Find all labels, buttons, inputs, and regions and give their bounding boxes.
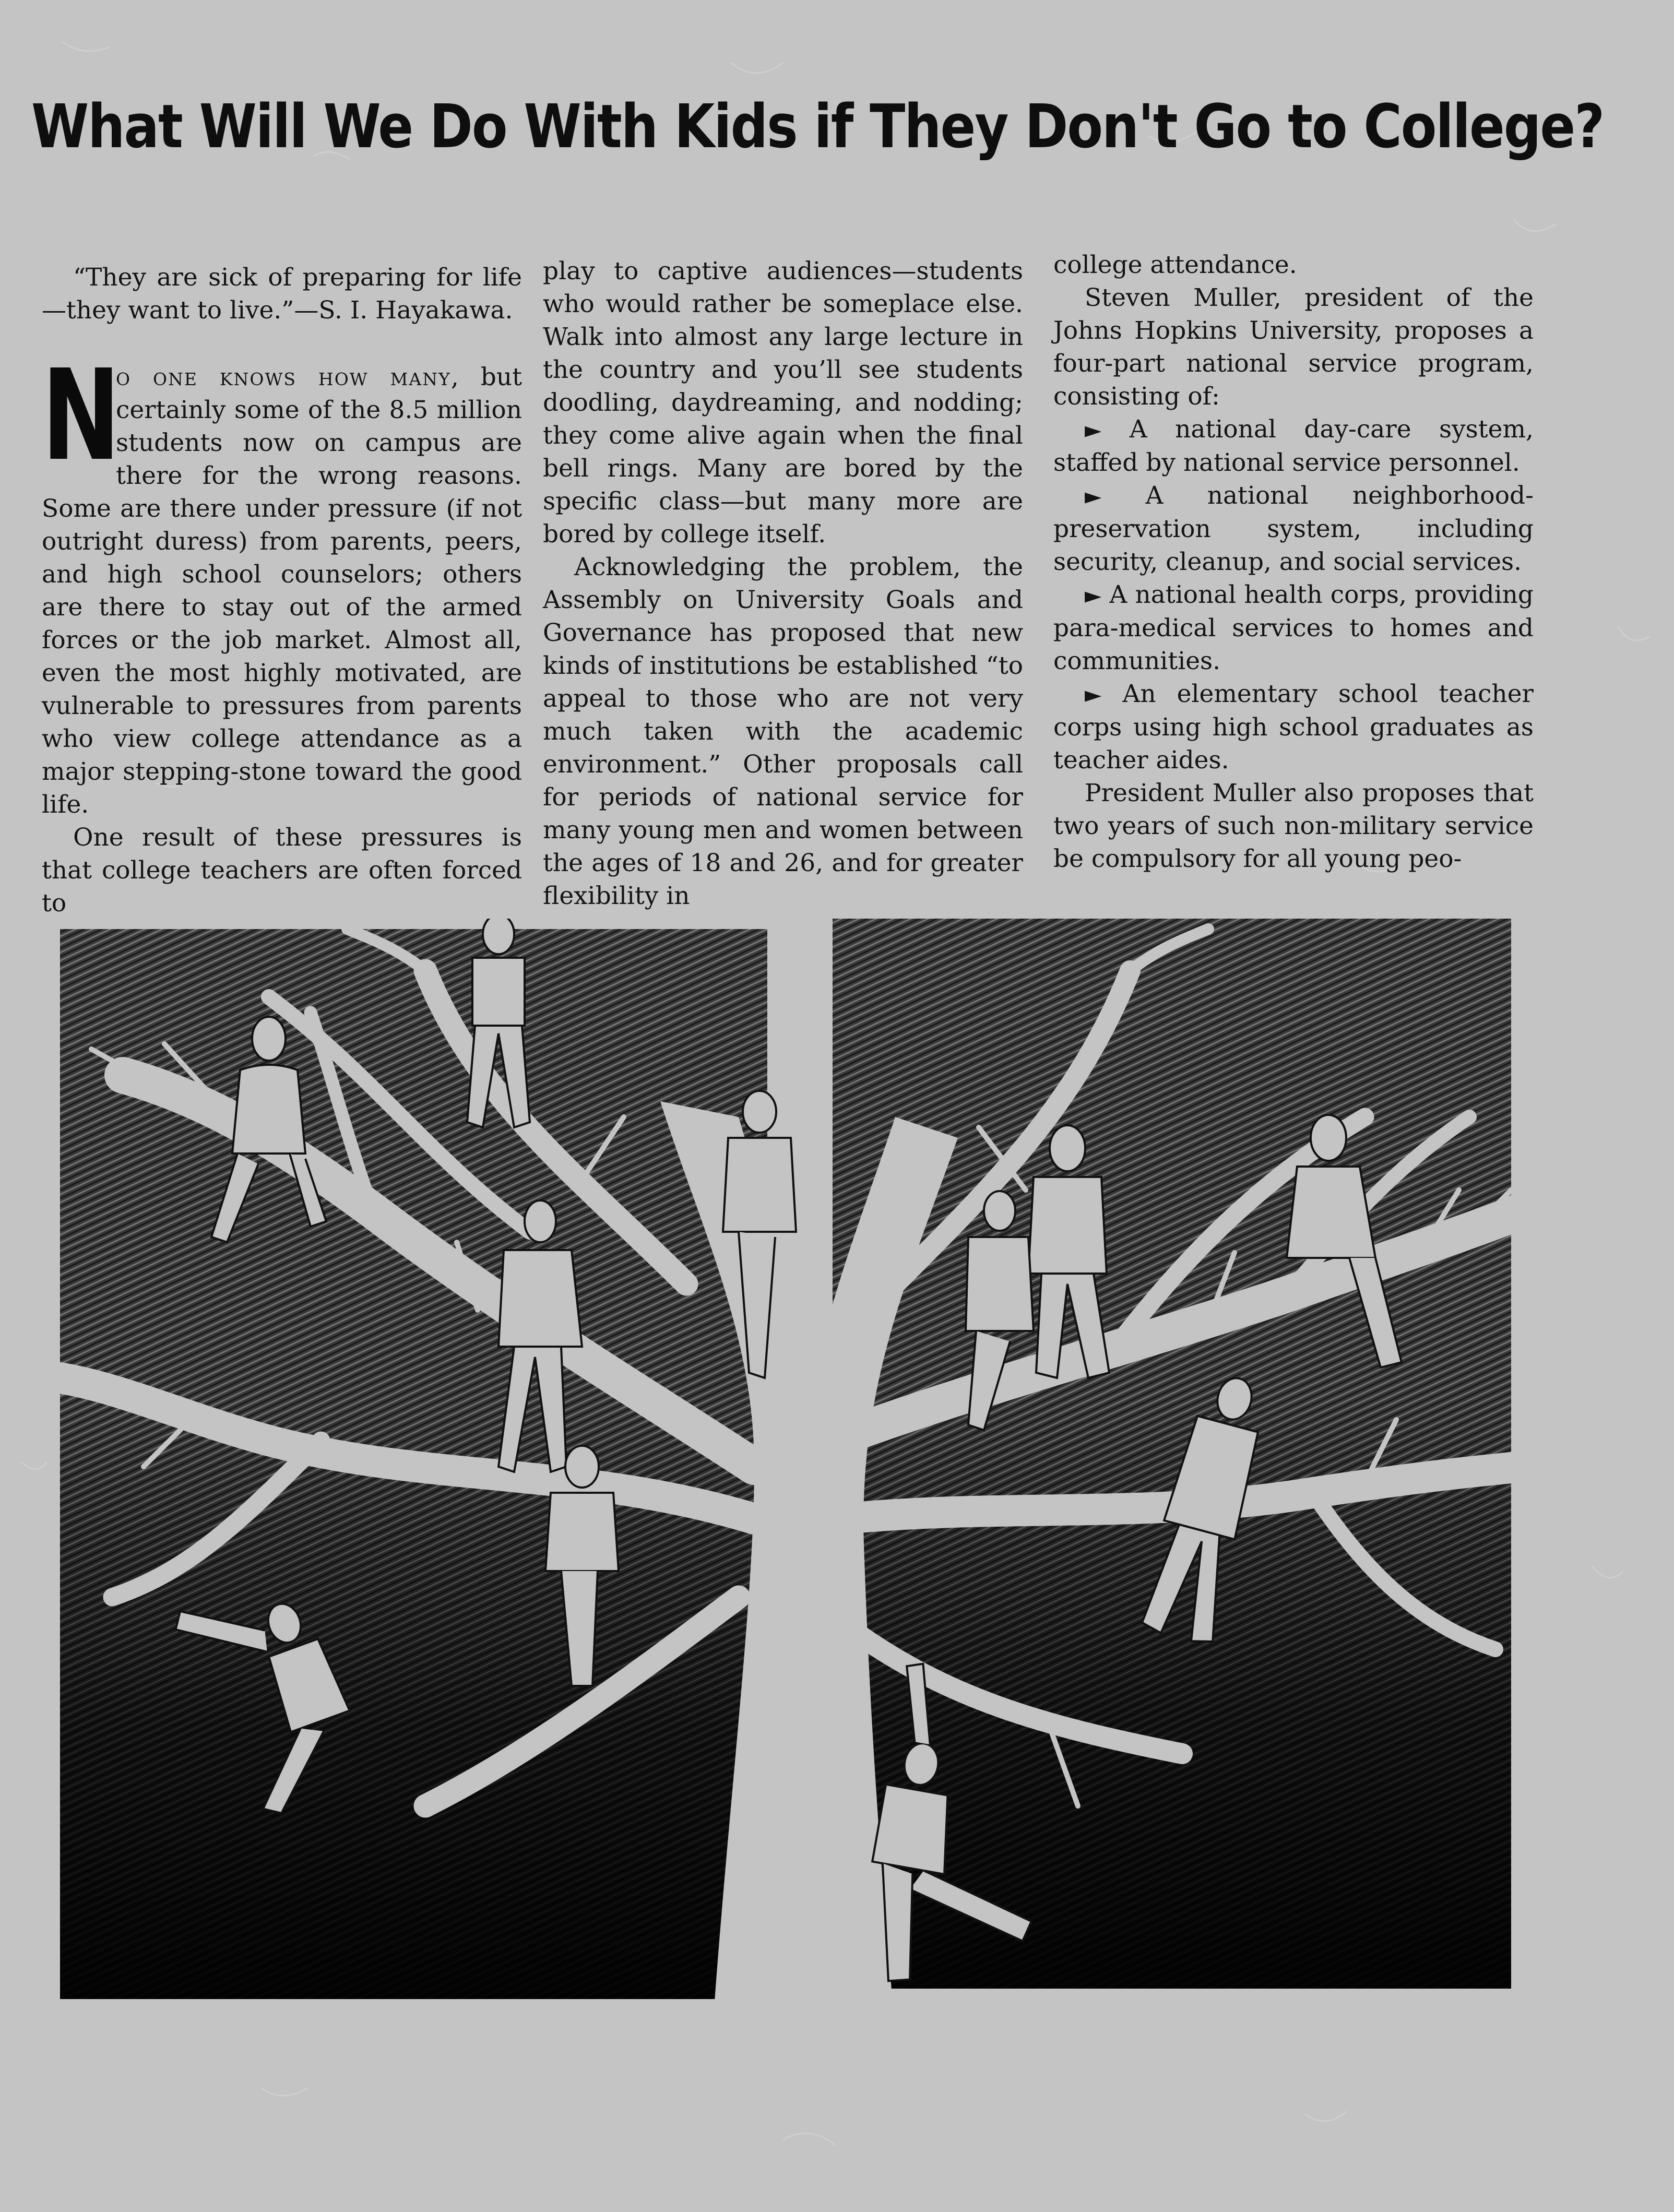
paragraph: play to captive audiences—students who would rather be someplace else. Walk into almost any large lecture in the country and you’ll see students doodling, daydreaming, and nodding; they come alive again when the final bell rings. Many are bored by the specific class—but many more are bored by college itself. <box>543 257 1023 549</box>
headline: What Will We Do With Kids if They Don't Go to College? <box>31 91 1604 162</box>
bullet-text: A national neighborhood-preservation system, including security, cleanup, and social services. <box>1053 481 1534 576</box>
drop-cap: N <box>42 342 121 489</box>
arrow-bullet-icon: ► <box>1085 417 1102 443</box>
lead-paragraph-text: but certainly some of the 8.5 million students now on campus are there for the wrong reasons. Some are there under pressure (if not outright duress) from parents, peers, and high school counselors; others are there to stay out of the armed forces or the job market. Almost all, even the most highly motivated, are vulnerable to pressures from parents who view college attendance as a major stepping-stone toward the good life. <box>42 363 522 819</box>
arrow-bullet-icon: ► <box>1085 682 1102 707</box>
paragraph: college attendance. <box>1053 251 1297 279</box>
arrow-bullet-icon: ► <box>1085 582 1102 608</box>
bullet-item <box>1053 479 1534 578</box>
bullet-text: A national day-care system, staffed by national service personnel. <box>1053 415 1534 477</box>
lead-smallcaps: o one knows how many, <box>116 363 460 391</box>
arrow-bullet-icon: ► <box>1085 483 1102 509</box>
bullet-item <box>1053 677 1534 777</box>
bullet-item <box>1053 578 1534 677</box>
paragraph: One result of these pressures is that college teachers are often forced to <box>42 823 522 918</box>
tree-illustration <box>60 919 1522 2030</box>
column-1 <box>42 261 522 920</box>
bullet-item <box>1053 413 1534 479</box>
paragraph: President Muller also proposes that two years of such non-military service be compulsory for all young peo- <box>1053 779 1534 873</box>
bullet-text: A national health corps, providing para-medical services to homes and communities. <box>1053 580 1534 675</box>
column-3 <box>1053 248 1534 875</box>
column-2 <box>543 255 1023 912</box>
epigraph: “They are sick of preparing for life—they want to live.”—S. I. Hayakawa. <box>42 263 522 325</box>
paragraph: Steven Muller, president of the Johns Hopkins University, proposes a four-part national service program, consisting of: <box>1053 283 1534 411</box>
lead-paragraph <box>42 342 522 821</box>
paragraph: Acknowledging the problem, the Assembly on University Goals and Governance has proposed that new kinds of institutions be established “to appeal to those who are not very much taken with the academic environment.” Other proposals call for periods of national service for many young men and women between the ages of 18 and 26, and for greater flexibility in <box>543 553 1023 910</box>
bullet-text: An elementary school teacher corps using high school graduates as teacher aides. <box>1053 680 1534 775</box>
